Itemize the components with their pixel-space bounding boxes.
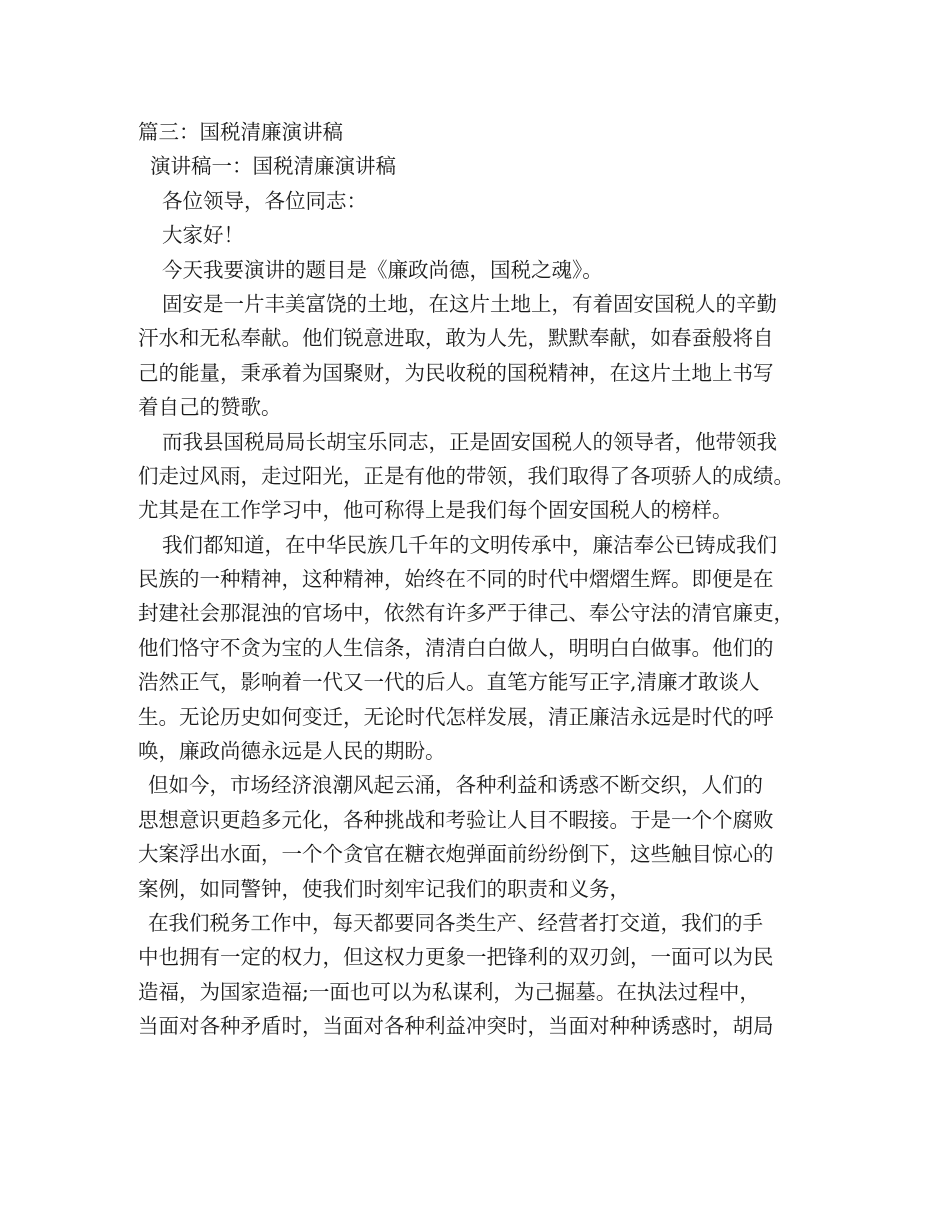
paragraph-line: 汗水和无私奉献。他们锐意进取，敢为人先，默默奉献，如春蚕般将自: [138, 326, 774, 351]
paragraph-line: 固安是一片丰美富饶的土地，在这片土地上，有着固安国税人的辛勤: [162, 291, 777, 316]
paragraph-line: 们走过风雨，走过阳光，正是有他的带领，我们取得了各项骄人的成绩。: [138, 463, 794, 488]
paragraph-line: 我们都知道，在中华民族几千年的文明传承中，廉洁奉公已铸成我们: [162, 532, 777, 557]
paragraph-line: 浩然正气，影响着一代又一代的后人。直笔方能写正字,清廉才敢谈人: [138, 670, 760, 695]
salutation: 各位领导，各位同志：: [162, 188, 367, 213]
paragraph-line: 造福，为国家造福;一面也可以为私谋利，为己掘墓。在执法过程中，: [138, 979, 760, 1004]
document-title: 篇三：国税清廉演讲稿: [138, 120, 343, 144]
paragraph-line: 民族的一种精神，这种精神，始终在不同的时代中熠熠生辉。即便是在: [138, 567, 774, 592]
document-body: [138, 115, 818, 1044]
paragraph-line: 当面对各种矛盾时，当面对各种利益冲突时，当面对种种诱惑时，胡局: [138, 1014, 774, 1039]
paragraph-line: 但如今，市场经济浪潮风起云涌，各种利益和诱惑不断交织，人们的: [148, 773, 763, 798]
paragraph-line: 着自己的赞歌。: [138, 395, 282, 420]
speech-subtitle: 演讲稿一：国税清廉演讲稿: [150, 154, 396, 179]
paragraph-line: 案例，如同警钟，使我们时刻牢记我们的职责和义务，: [138, 876, 630, 901]
speech-topic: 今天我要演讲的题目是《廉政尚德，国税之魂》。: [162, 257, 603, 282]
greeting: 大家好！: [162, 223, 244, 248]
paragraph-line: 封建社会那混浊的官场中，依然有许多严于律己、奉公守法的清官廉吏，: [138, 601, 794, 626]
paragraph-line: 唤，廉政尚德永远是人民的期盼。: [138, 739, 446, 764]
paragraph-line: 而我县国税局局长胡宝乐同志，正是固安国税人的领导者，他带领我: [162, 429, 777, 454]
paragraph-line: 思想意识更趋多元化，各种挑战和考验让人目不暇接。于是一个个腐败: [138, 807, 774, 832]
paragraph-line: 他们恪守不贪为宝的人生信条，清清白白做人，明明白白做事。他们的: [138, 635, 774, 660]
paragraph-line: 己的能量，秉承着为国聚财，为民收税的国税精神，在这片土地上书写: [138, 360, 774, 385]
paragraph-line: 在我们税务工作中，每天都要同各类生产、经营者打交道，我们的手: [148, 910, 763, 935]
paragraph-line: 生。无论历史如何变迁，无论时代怎样发展，清正廉洁永远是时代的呼: [138, 704, 774, 729]
paragraph-line: 尤其是在工作学习中，他可称得上是我们每个固安国税人的榜样。: [138, 498, 733, 523]
paragraph-line: 大案浮出水面，一个个贪官在糖衣炮弹面前纷纷倒下，这些触目惊心的: [138, 842, 774, 867]
paragraph-line: 中也拥有一定的权力，但这权力更象一把锋利的双刃剑，一面可以为民: [138, 945, 774, 970]
